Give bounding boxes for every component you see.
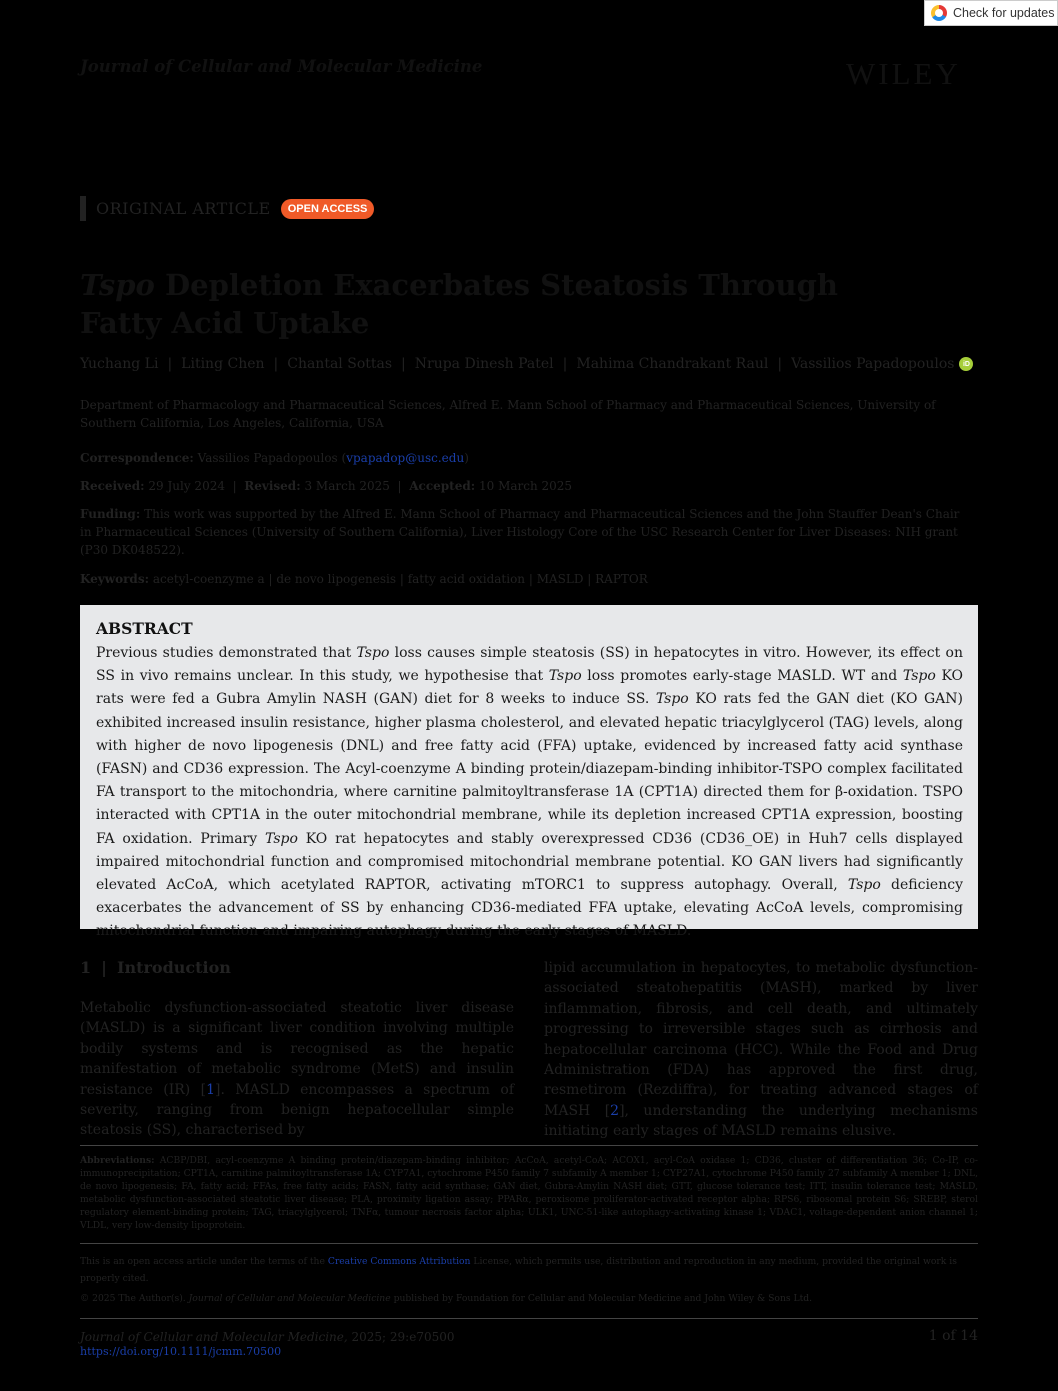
citation-link[interactable]: 2 [610,1102,620,1119]
author-list: Yuchang Li | Liting Chen | Chantal Sottas | Nrupa Dinesh Patel | Mahima Chandrakant Raul | Vassilios Papadopoulos iD [80,356,973,372]
author-link[interactable]: Yuchang Li [80,356,159,372]
journal-header: Journal of Cellular and Molecular Medicine [80,57,483,76]
license-link[interactable]: Creative Commons Attribution [327,1256,471,1267]
article-type-bar [80,196,86,221]
abstract-text: Previous studies demonstrated that Tspo loss causes simple steatosis (SS) in hepatocytes in vitro. However, its effect on SS in vivo remains unclear. In this study, we hypothesise that Tspo loss promotes early-stage MASLD. WT and Tspo KO rats were fed a Gubra Amylin NASH (GAN) diet for 8 weeks to induce SS. Tspo KO rats fed the GAN diet (KO GAN) exhibited increased insulin resistance, higher plasma cholesterol, and elevated hepatic triacylglycerol (TAG) levels, along with higher de novo lipogenesis (DNL) and free fatty acid (FFA) uptake, evidenced by increased fatty acid synthase (FASN) and CD36 expression. The Acyl-coenzyme A binding protein/diazepam-binding inhibitor-TSPO complex facilitated FA transport to the mitochondria, where carnitine palmitoyltransferase 1A (CPT1A) directed them for β-oxidation. TSPO interacted with CPT1A in the outer mitochondrial membrane, while its depletion increased CPT1A expression, boosting FA oxidation. Primary Tspo KO rat hepatocytes and stably overexpressed CD36 (CD36_OE) in Huh7 cells displayed impaired mitochondrial function and compromised mitochondrial membrane potential. KO GAN livers had significantly elevated AcCoA, which acetylated RAPTOR, activating mTORC1 to suppress autophagy. Overall, Tspo deficiency exacerbates the advancement of SS by enhancing CD36-mediated FFA uptake, elevating AcCoA levels, compromising mitochondrial function and impairing autophagy during the early stages of MASLD. [96,645,964,940]
article-title [80,266,900,342]
author-link[interactable]: Mahima Chandrakant Raul [576,356,769,372]
footer-citation: Journal of Cellular and Molecular Medicine, 2025; 29:e70500 [80,1330,455,1344]
intro-column-right: lipid accumulation in hepatocytes, to metabolic dysfunction-associated steatohepatitis (MASH), marked by liver inflammation, fibrosis, and cell death, and ultimately progressing to irreversible stages such as cirrhosis and hepatocellular carcinoma (HCC). While the Food and Drug Administration (FDA) has approved the first drug, resmetirom (Rezdiffra), for treating advanced stages of MASH [2], understanding the underlying mechanisms initiating early stages of MASLD remains elusive. [544,960,978,1140]
divider [80,1318,978,1319]
abstract-heading: ABSTRACT [96,619,193,638]
author-link[interactable]: Liting Chen [181,356,265,372]
correspondence: Correspondence: Vassilios Papadopoulos (vpapadop@usc.edu) [80,451,469,465]
title-gene: Tspo [80,268,155,302]
affiliation: Department of Pharmacology and Pharmaceutical Sciences, Alfred E. Mann School of Pharmacy and Pharmaceutical Sciences, University of Southern California, Los Angeles, California, USA [80,398,936,430]
divider [80,1243,978,1244]
page-number: 1 of 14 [928,1328,978,1344]
author-link[interactable]: Vassilios Papadopoulos [791,356,955,372]
email-link[interactable]: vpapadop@usc.edu [346,451,465,465]
author-link[interactable]: Chantal Sottas [287,356,393,372]
orcid-icon[interactable]: iD [959,357,973,371]
divider [80,1145,978,1146]
intro-column-left: Metabolic dysfunction-associated steatotic liver disease (MASLD) is a significant liver condition involving multiple bodily systems and is recognised as the hepatic manifestation of metabolic syndrome (MetS) and insulin resistance (IR) [1]. MASLD encompasses a spectrum of severity, ranging from benign hepatocellular simple steatosis (SS), characterised by [80,1000,514,1139]
author-link[interactable]: Nrupa Dinesh Patel [414,356,554,372]
crossmark-icon [931,5,947,21]
funding: Funding: This work was supported by the Alfred E. Mann School of Pharmacy and Pharmaceutical Sciences and the John Stauffer Dean's Chair in Pharmaceutical Sciences (University of Southern California), Liver Histology Core of the USC Research Center for Liver Diseases: NIH grant (P30 DK048522). [80,507,960,557]
open-access-badge: OPEN ACCESS [281,199,375,219]
doi-link[interactable]: https://doi.org/10.1111/jcmm.70500 [80,1345,282,1358]
section-heading-introduction: 1 | Introduction [80,958,231,977]
article-type [80,196,374,221]
check-for-updates-button[interactable] [924,0,1058,26]
article-type-label: ORIGINAL ARTICLE [96,199,271,218]
abstract-box [80,605,978,940]
check-for-updates-label: Check for updates [953,6,1055,20]
keywords: Keywords: acetyl-coenzyme a | de novo lipogenesis | fatty acid oxidation | MASLD | RAPTOR [80,572,648,586]
copyright-notice: © 2025 The Author(s). Journal of Cellular and Molecular Medicine published by Foundation for Cellular and Molecular Medicine and John Wiley & Sons Ltd. [80,1293,813,1304]
license-notice: This is an open access article under the terms of the Creative Commons Attribution License, which permits use, distribution and reproduction in any medium, provided the original work is properly cited. [80,1256,957,1284]
abbreviations: Abbreviations: ACBP/DBI, acyl-coenzyme A binding protein/diazepam-binding inhibitor; AcCoA, acetyl-CoA; ACOX1, acyl-CoA oxidase 1; CD36, cluster of differentiation 36; Co-IP, co-immunoprecipitation; CPT1A, carnitine palmitoyltransferase 1A; CYP7A1, cytochrome P450 family 7 subfamily A member 1; CYP27A1, cytochrome P450 family 27 subfamily A member 1; DNL, de novo lipogenesis; FA, fatty acid; FFAs, free fatty acids; FASN, fatty acid synthase; GAN diet, Gubra-Amylin NASH diet; GTT, glucose tolerance test; ITT, insulin tolerance test; MASLD, metabolic dysfunction-associated steatotic liver disease; PLA, proximity ligation assay; PPARα, peroxisome proliferator-activated receptor alpha; RPS6, ribosomal protein S6; SREBP, sterol regulatory element-binding protein; TAG, triacylglycerol; TNFα, tumour necrosis factor alpha; ULK1, UNC-51-like autophagy-activating kinase 1; VDAC1, voltage-dependent anion channel 1; VLDL, very low-density lipoprotein. [80,1155,979,1231]
citation-link[interactable]: 1 [206,1081,215,1098]
title-rest: Depletion Exacerbates Steatosis Through Fatty Acid Uptake [80,268,838,340]
article-dates: Received: 29 July 2024 | Revised: 3 March 2025 | Accepted: 10 March 2025 [80,479,573,493]
publisher-logo: WILEY [846,56,961,91]
